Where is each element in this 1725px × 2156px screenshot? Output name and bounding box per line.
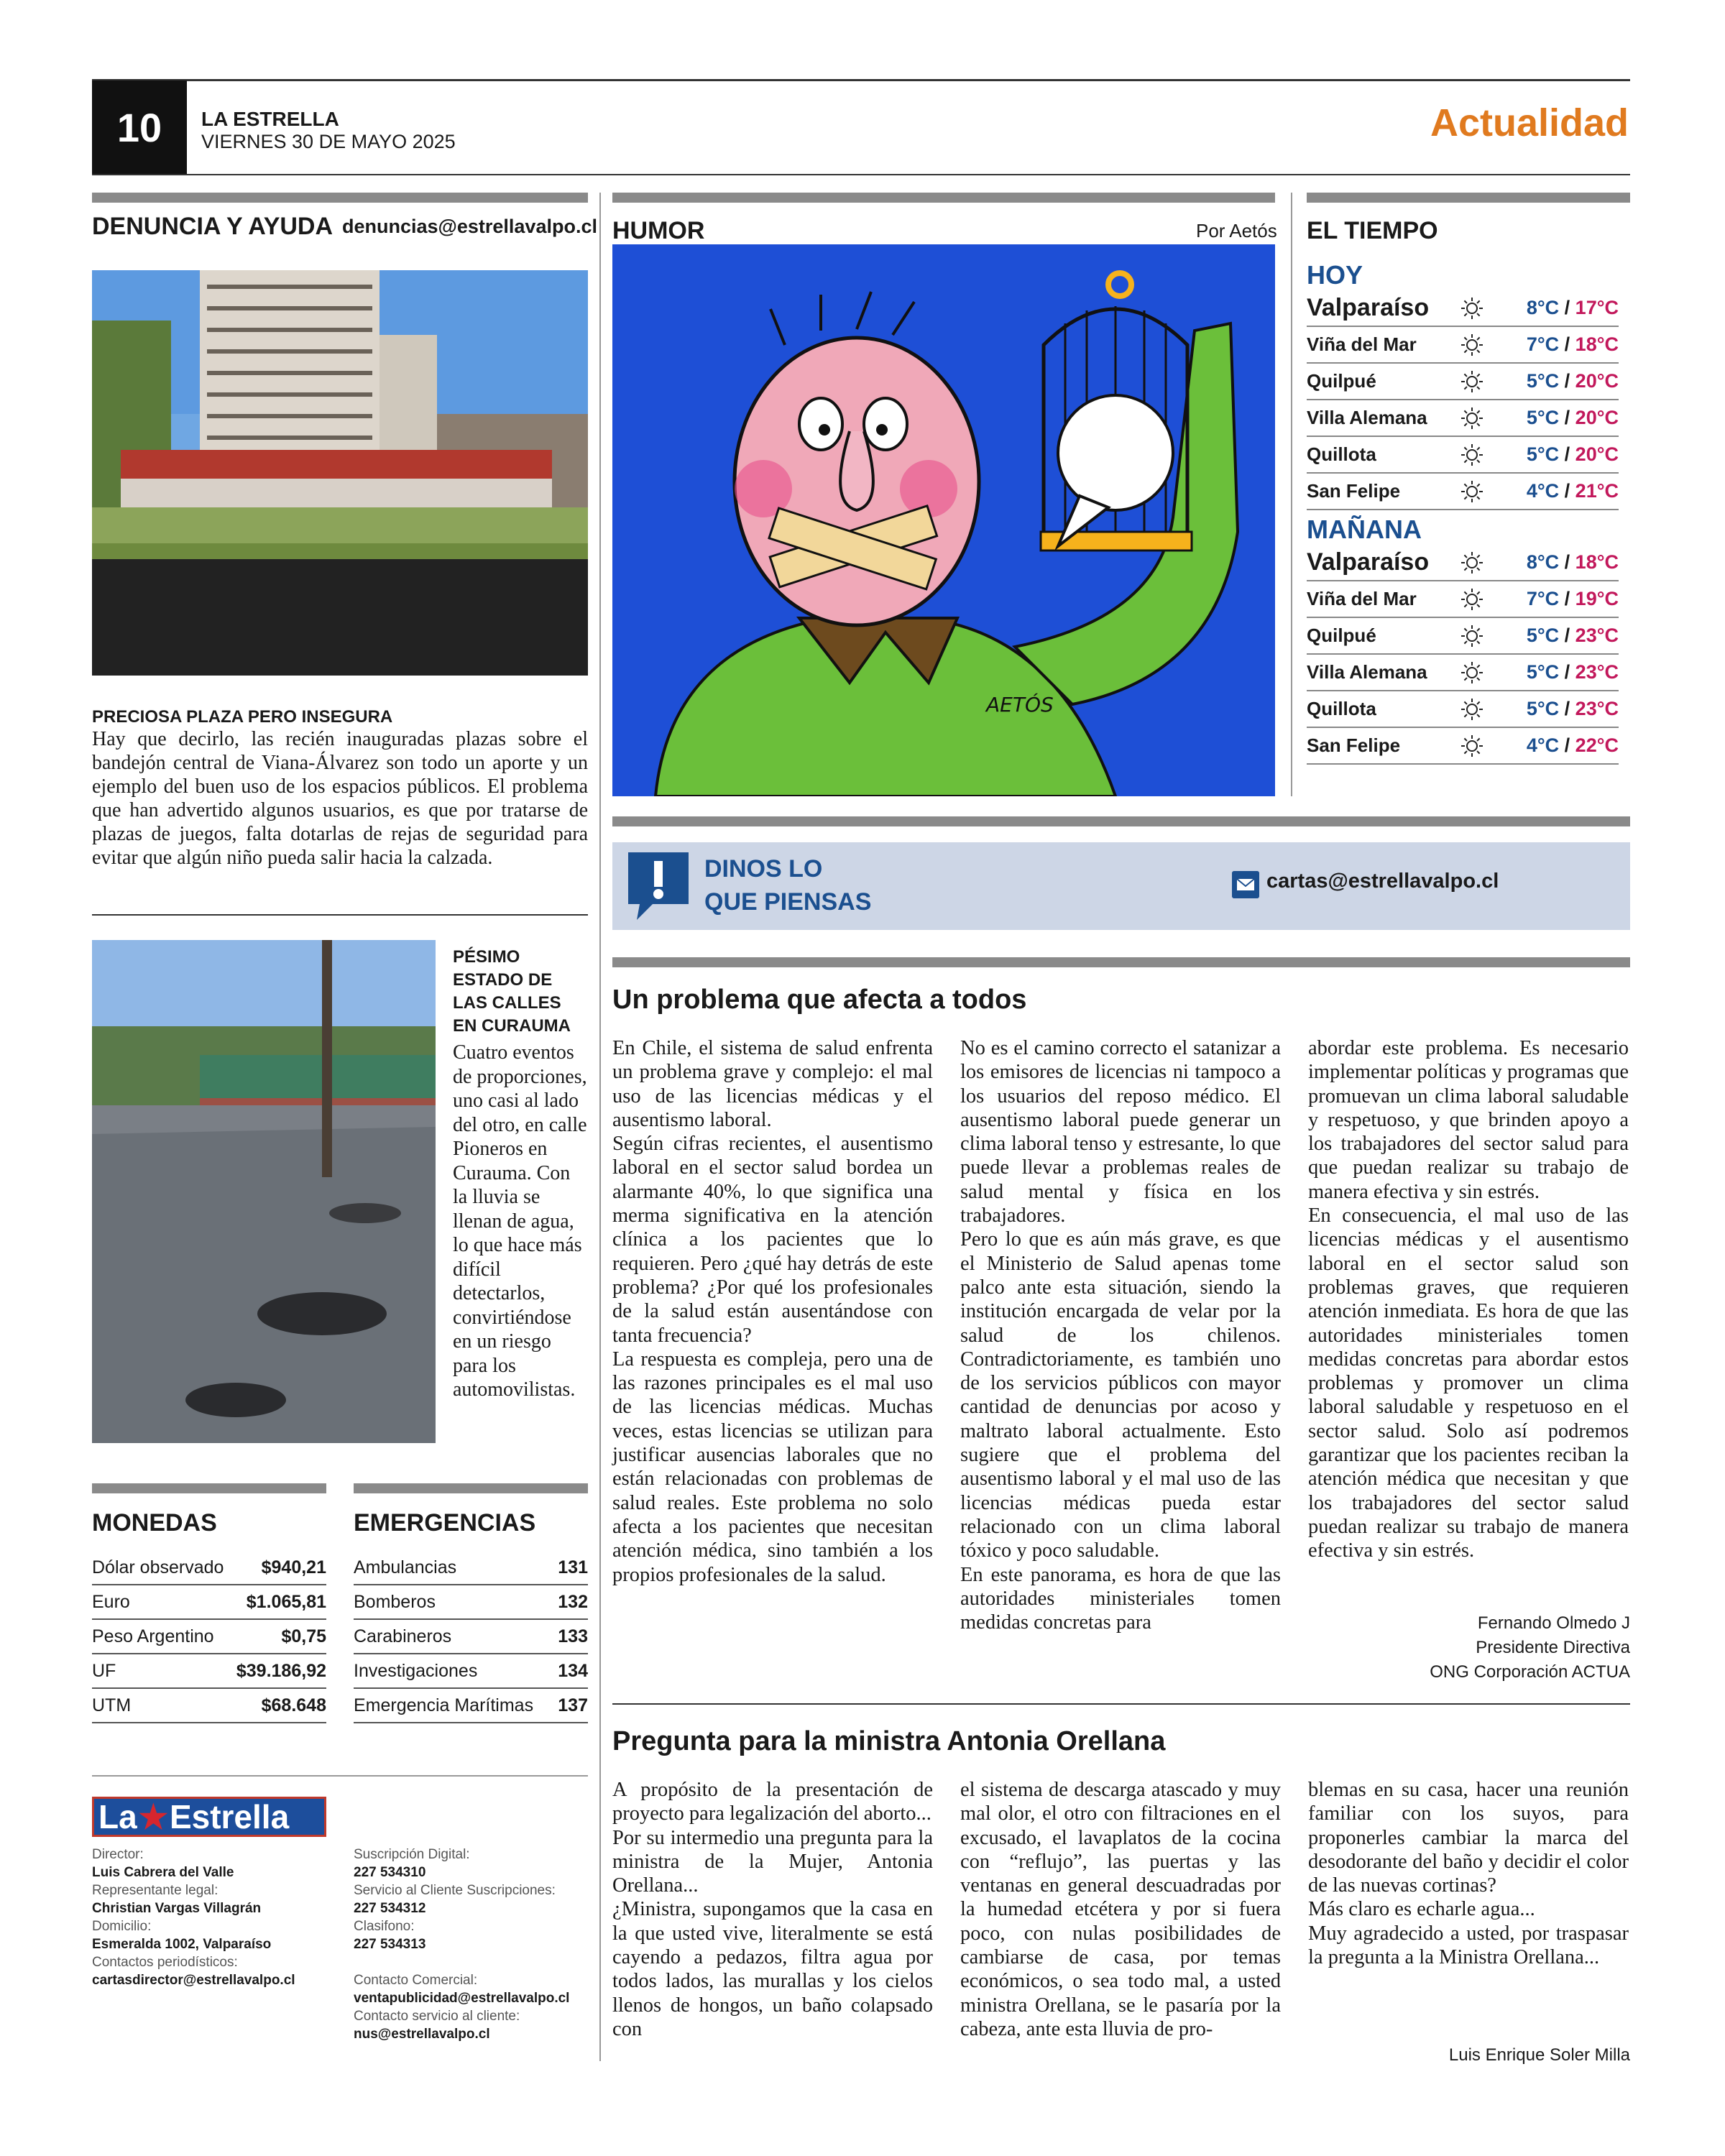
temperature: 5°C / 20°C [1526, 407, 1619, 428]
divider [612, 1703, 1630, 1705]
city-name: Valparaíso [1307, 294, 1430, 321]
humor-author: Por Aetós [1196, 220, 1277, 241]
city-name: Villa Alemana [1307, 661, 1427, 683]
table-row: UF $39.186,92 [92, 1654, 326, 1689]
today-heading: HOY [1307, 260, 1363, 290]
letter2-column-1: A propósito de la presentación de proyecto para legalización del aborto... Por su intermedio una pregunta para la ministra de la Mujer, Antonia Orellana... ¿Ministra, supongamos que la casa en la que usted vive, literalmente se está cayendo a pedazos, filtra agua por todos lados, las murallas y los cielos llenos de hongos, un baño colapsado con [612, 1779, 933, 2040]
temperature: 4°C / 21°C [1526, 480, 1619, 502]
temperature: 7°C / 18°C [1526, 333, 1619, 355]
denuncia-title: DENUNCIA Y AYUDA [92, 213, 334, 240]
section-bar [92, 193, 588, 203]
la-estrella-logo: La ★ Estrella [92, 1797, 326, 1837]
monedas-table [92, 1551, 326, 1723]
temperature: 4°C / 22°C [1526, 734, 1619, 756]
temperature: 5°C / 23°C [1526, 698, 1619, 719]
section-bar [354, 1483, 588, 1493]
street-photo [92, 940, 436, 1443]
exclamation-icon [624, 848, 693, 923]
city-name: Viña del Mar [1307, 333, 1417, 355]
table-row: Dólar observado $940,21 [92, 1551, 326, 1585]
letter2-column-2: el sistema de descarga atascado y muy mal olor, el otro con filtraciones en el excusado, el lavaplatos de la cocina con “reflujo”, las puertas y las ventanas en general descuadradas por la humedad etcétera y por si fuera poco, con nulas posibilidades de cambiarse de casa, por temas económicos, o sea todo mal, a usted ministra Orellana, se le pasaría por la cabeza, ante esta lluvia de pro- [960, 1779, 1281, 2040]
table-row: Ambulancias 131 [354, 1551, 588, 1585]
table-row: UTM $68.648 [92, 1689, 326, 1723]
plaza-title: PRECIOSA PLAZA PERO INSEGURA [92, 707, 393, 727]
weather-row [1307, 655, 1619, 691]
letter1-column-1: En Chile, el sistema de salud enfrenta un problema grave y complejo: el mal uso de las licencias médicas y el ausentismo laboral. Según cifras recientes, el ausentismo laboral en el sector salud bordea un alarmante 40%, lo que significa una merma significativa en la atención clínica a los pacientes que lo requieren. Pero ¿qué hay detrás de este problema? ¿Por qué los profesionales de la salud están ausentándose con tanta frecuencia? La respuesta es compleja, pero una de las razones principales es el mal uso de las licencias médicas. Muchas veces, estas licencias se utilizan para justificar ausencias laborales que no están relacionadas con problemas de salud reales. Este problema no solo afecta a los pacientes que necesitan atención médica, sino también a los propios profesionales de la salud. [612, 1037, 933, 1586]
table-row: Bomberos 132 [354, 1585, 588, 1620]
letter2-signature: Luis Enrique Soler Milla [1448, 2045, 1630, 2065]
temperature: 5°C / 20°C [1526, 443, 1619, 465]
sun-icon [1450, 441, 1494, 469]
section-bar [1307, 193, 1630, 203]
city-name: Viña del Mar [1307, 588, 1417, 609]
mail-icon [1232, 871, 1259, 898]
section-name: Actualidad [1430, 101, 1629, 144]
temperature: 8°C / 18°C [1526, 551, 1619, 573]
weather-row [1307, 290, 1619, 327]
sun-icon [1450, 732, 1494, 760]
cartas-email[interactable]: cartas@estrellavalpo.cl [1266, 870, 1499, 893]
weather-row [1307, 474, 1619, 510]
tomorrow-heading: MAÑANA [1307, 515, 1422, 544]
sun-icon [1450, 622, 1494, 650]
sun-icon [1450, 294, 1494, 323]
sun-icon [1450, 548, 1494, 577]
page-number: 10 [92, 80, 187, 174]
weather-row [1307, 691, 1619, 728]
paper-name: LA ESTRELLA [201, 108, 339, 130]
divider [92, 1775, 588, 1777]
weather-row [1307, 581, 1619, 618]
section-bar [612, 957, 1630, 967]
letter2-column-3: blemas en su casa, hacer una reunión familiar con los suyos, para proponerles cambiar la marca del desodorante del baño y decidir el color de las nuevas cortinas? Más claro es echarle agua... Muy agradecido a usted, por traspasar la pregunta a la Ministra Orellana... [1308, 1779, 1629, 1969]
table-row: Peso Argentino $0,75 [92, 1620, 326, 1654]
city-name: San Felipe [1307, 480, 1401, 502]
staff-credits: Director: Luis Cabrera del Valle Representante legal: Christian Vargas Villagrán Domicilio: Esmeralda 1002, Valparaíso Contactos periodísticos: cartasdirector@estrellavalpo.cl [92, 1847, 295, 1988]
emergencias-title: EMERGENCIAS [354, 1509, 536, 1537]
temperature: 8°C / 17°C [1526, 297, 1619, 318]
weather-row [1307, 327, 1619, 364]
star-icon: ★ [138, 1798, 168, 1835]
table-row: Euro $1.065,81 [92, 1585, 326, 1620]
monedas-title: MONEDAS [92, 1509, 217, 1537]
weather-row [1307, 437, 1619, 474]
temperature: 7°C / 19°C [1526, 588, 1619, 609]
today-list [1307, 290, 1619, 510]
dinos-title: DINOS LO QUE PIENSAS [704, 855, 872, 916]
letter2-title: Pregunta para la ministra Antonia Orellana [612, 1726, 1166, 1756]
sun-icon [1450, 404, 1494, 433]
letter1-column-3: abordar este problema. Es necesario implementar políticas y programas que promuevan un clima laboral saludable y respetuoso, y que brinden apoyo a los trabajadores del sector salud para que puedan realizar su trabajo de manera efectiva y sin estrés. En consecuencia, el mal uso de las licencias médicas y el ausentismo laboral en el sector salud son problemas graves, que requieren atención inmediata. Es hora de que las autoridades ministeriales tomen medidas concretas para abordar estos problemas y promover un clima laboral saludable y respetuoso en el sector salud. Solo así podremos garantizar que los pacientes reciban la atención médica que necesitan y que los trabajadores del sector salud puedan realizar su trabajo de manera efectiva y sin estrés. [1308, 1037, 1629, 1562]
sun-icon [1450, 658, 1494, 687]
section-bar [92, 1483, 326, 1493]
city-name: San Felipe [1307, 734, 1401, 756]
section-bar [612, 816, 1630, 826]
column-divider [599, 193, 601, 2061]
contact-info: Suscripción Digital: 227 534310 Servicio al Cliente Suscripciones: 227 534312 Clasifono: 227 534313 Contacto Comercial: ventapublicidad@estrellavalpo.cl Contacto servicio al cliente: nus@estrellavalpo.cl [354, 1847, 570, 2042]
weather-row [1307, 545, 1619, 581]
emergencias-table [354, 1551, 588, 1723]
weather-row [1307, 728, 1619, 765]
city-name: Quilpué [1307, 370, 1376, 392]
city-name: Quilpué [1307, 625, 1376, 646]
city-name: Villa Alemana [1307, 407, 1427, 428]
sun-icon [1450, 695, 1494, 724]
plaza-photo [92, 270, 588, 676]
edition-date: VIERNES 30 DE MAYO 2025 [201, 131, 456, 152]
top-rule [92, 79, 1630, 81]
table-row: Investigaciones 134 [354, 1654, 588, 1689]
humor-cartoon [612, 244, 1275, 796]
sun-icon [1450, 477, 1494, 506]
weather-table [1307, 260, 1619, 765]
sun-icon [1450, 367, 1494, 396]
weather-row [1307, 364, 1619, 400]
plaza-text: Hay que decirlo, las recién inauguradas plazas sobre el bandejón central de Viana-Álvarez son todo un aporte y un ejemplo del buen uso de los espacios públicos. El problema que han advertido algunos usuarios, es que por tratarse de plazas de juegos, falta dotarlas de rejas de seguridad para evitar que algún niño pueda salir hacia la calzada. [92, 728, 588, 869]
city-name: Quillota [1307, 443, 1376, 465]
humor-title: HUMOR [612, 217, 705, 244]
temperature: 5°C / 23°C [1526, 661, 1619, 683]
letter1-title: Un problema que afecta a todos [612, 985, 1027, 1015]
table-row: Carabineros 133 [354, 1620, 588, 1654]
column-divider [1291, 193, 1292, 796]
weather-row [1307, 618, 1619, 655]
weather-title: EL TIEMPO [1307, 217, 1438, 244]
denuncia-email[interactable]: denuncias@estrellavalpo.cl [342, 216, 597, 237]
letter1-signature: Fernando Olmedo J Presidente Directiva ONG Corporación ACTUA [1430, 1613, 1630, 1682]
city-name: Valparaíso [1307, 548, 1430, 576]
header-rule [92, 174, 1630, 175]
section-bar [612, 193, 1275, 203]
city-name: Quillota [1307, 698, 1376, 719]
table-row: Emergencia Marítimas 137 [354, 1689, 588, 1723]
divider [92, 914, 588, 916]
temperature: 5°C / 23°C [1526, 625, 1619, 646]
weather-row [1307, 400, 1619, 437]
tomorrow-list [1307, 545, 1619, 765]
sun-icon [1450, 585, 1494, 614]
calles-title: PÉSIMO ESTADO DE LAS CALLES EN CURAUMA [453, 947, 571, 1036]
letter1-column-2: No es el camino correcto el satanizar a los emisores de licencias ni tampoco a los usuarios del reposo médico. El ausentismo laboral puede generar un clima laboral tenso y estresante, lo que puede llevar a problemas reales de salud mental y física en los trabajadores. Pero lo que es aún más grave, es que el Ministerio de Salud apenas tome palco ante esta situación, siendo la institución encargada de velar por la salud de los chilenos. Contradictoriamente, es también uno de los servicios públicos con mayor cantidad de denuncias por acoso y maltrato laboral actualmente. Esto sugiere que el problema del ausentismo laboral y el mal uso de las licencias médicas pueda estar relacionado con un clima laboral tóxico y poco saludable. En este panorama, es hora de que las autoridades ministeriales tomen medidas concretas para [960, 1037, 1281, 1634]
sun-icon [1450, 331, 1494, 359]
temperature: 5°C / 20°C [1526, 370, 1619, 392]
calles-text: Cuatro eventos de proporciones, uno casi al lado del otro, en calle Pioneros en Curauma. Con la lluvia se llenan de agua, lo que hace más difícil detectarlos, convirtiéndose en un riesgo para los automovilistas. [453, 1041, 587, 1401]
cartoon-signature: AETÓS [986, 693, 1054, 717]
